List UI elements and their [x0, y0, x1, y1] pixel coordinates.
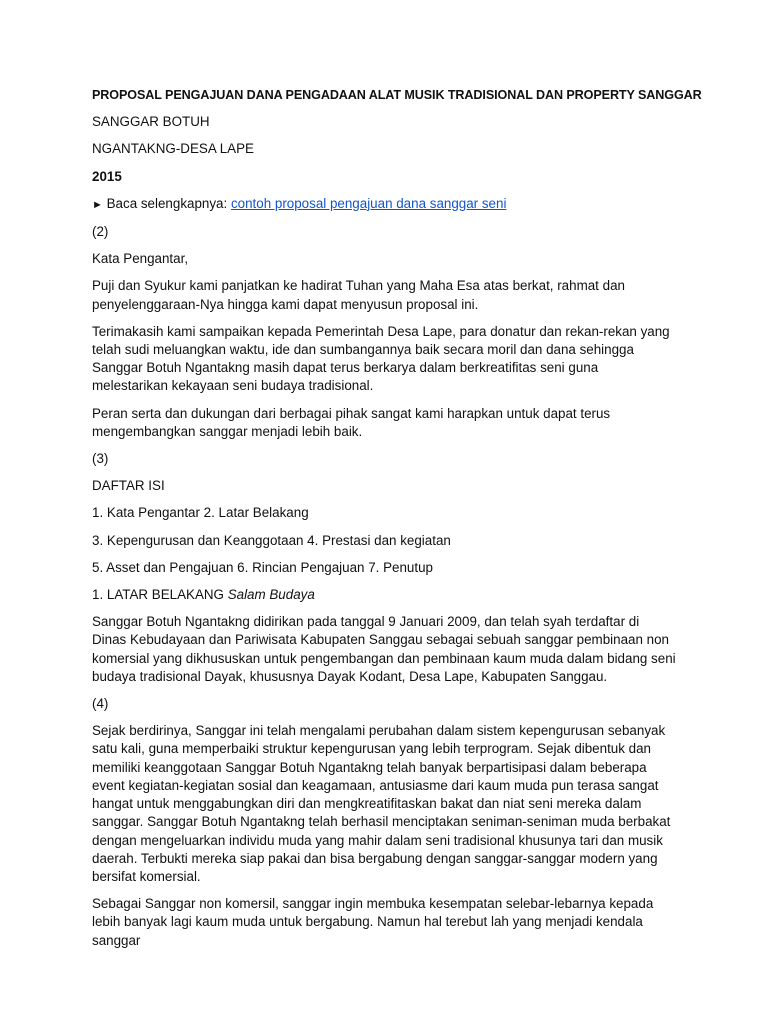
section-1-paragraph-3: Sebagai Sanggar non komersil, sanggar ingin membuka kesempatan selebar-lebarnya kepada lebih banyak lagi kaum muda untuk bergabung. Namun hal terebut lah yang menjadi kendala sanggar	[92, 896, 654, 948]
page-marker-4: (4)	[92, 696, 109, 712]
section-1-heading	[92, 586, 676, 604]
read-more-prefix: Baca selengkapnya:	[106, 195, 231, 211]
page-marker-2: (2)	[92, 224, 109, 240]
document-title: PROPOSAL PENGAJUAN DANA PENGADAAN ALAT MUSIK TRADISIONAL DAN PROPERTY SANGGAR	[92, 88, 702, 102]
section-1-paragraph-1: Sanggar Botuh Ngantakng didirikan pada tanggal 9 Januari 2009, dan telah syah terdaftar di Dinas Kebudayaan dan Pariwisata Kabupaten Sanggau sebagai sebuah sanggar pembinaan non komersial yang dikhususkan untuk pengembangan dan pembinaan kaum muda dalam bidang seni budaya tradisional Dayak, khususnya Dayak Kodant, Desa Lape, Kabupaten Sanggau.	[92, 614, 676, 684]
organization-location: NGANTAKNG-DESA LAPE	[92, 141, 254, 157]
document-year: 2015	[92, 168, 122, 184]
section-1-greeting: Salam Budaya	[227, 587, 315, 603]
foreword-heading: Kata Pengantar,	[92, 251, 189, 267]
section-1-paragraph-2: Sejak berdirinya, Sanggar ini telah mengalami perubahan dalam sistem kepengurusan sebanyak satu kali, guna memperbaiki struktur kepengurusan yang lebih terprogram. Sejak dibentuk dan memiliki keanggotaan Sanggar Botuh Ngantakng telah banyak berpartisipasi dalam beberapa event kegiatan-kegiatan sosial dan keagamaan, antusiasme dari kaum muda pun terasa sangat hangat untuk menggabungkan diri dan mengkreatifitaskan bakat dan niat seni mereka dalam sanggar. Sanggar Botuh Ngantakng telah berhasil menciptakan seniman-seniman muda berbakat dengan mengeluarkan individu muda yang mahir dalam seni tradisional khusunya tari dan musik daerah. Terbukti mereka siap pakai dan bisa bergabung dengan sanggar-sanggar modern yang bersifat komersial.	[92, 723, 671, 884]
toc-line: 5. Asset dan Pengajuan 6. Rincian Pengajuan 7. Penutup	[92, 559, 433, 575]
toc-line: 3. Kepengurusan dan Keanggotaan 4. Prestasi dan kegiatan	[92, 532, 451, 548]
foreword-paragraph-1: Puji dan Syukur kami panjatkan ke hadirat Tuhan yang Maha Esa atas berkat, rahmat dan penyelenggaraan-Nya hingga kami dapat menyusun proposal ini.	[92, 278, 625, 312]
triangle-right-icon: ►	[92, 198, 103, 211]
toc-line: 1. Kata Pengantar 2. Latar Belakang	[92, 505, 309, 521]
read-more-line	[92, 195, 676, 214]
document-page	[92, 86, 702, 959]
organization-name: SANGGAR BOTUH	[92, 114, 210, 130]
page-marker-3: (3)	[92, 451, 109, 467]
foreword-paragraph-2: Terimakasih kami sampaikan kepada Pemerintah Desa Lape, para donatur dan rekan-rekan yang telah sudi meluangkan waktu, ide dan sumbangannya baik secara moril dan dana sehingga Sanggar Botuh Ngantakng masih dapat terus berkarya dalam berkreatifitas seni guna melestarikan kekayaan seni budaya tradisional.	[92, 323, 670, 394]
section-1-title: 1. LATAR BELAKANG	[92, 587, 228, 603]
toc-heading: DAFTAR ISI	[92, 478, 165, 494]
read-more-link[interactable]: contoh proposal pengajuan dana sanggar seni	[230, 195, 507, 211]
foreword-paragraph-3: Peran serta dan dukungan dari berbagai pihak sangat kami harapkan untuk dapat terus mengembangkan sanggar menjadi lebih baik.	[92, 405, 611, 439]
